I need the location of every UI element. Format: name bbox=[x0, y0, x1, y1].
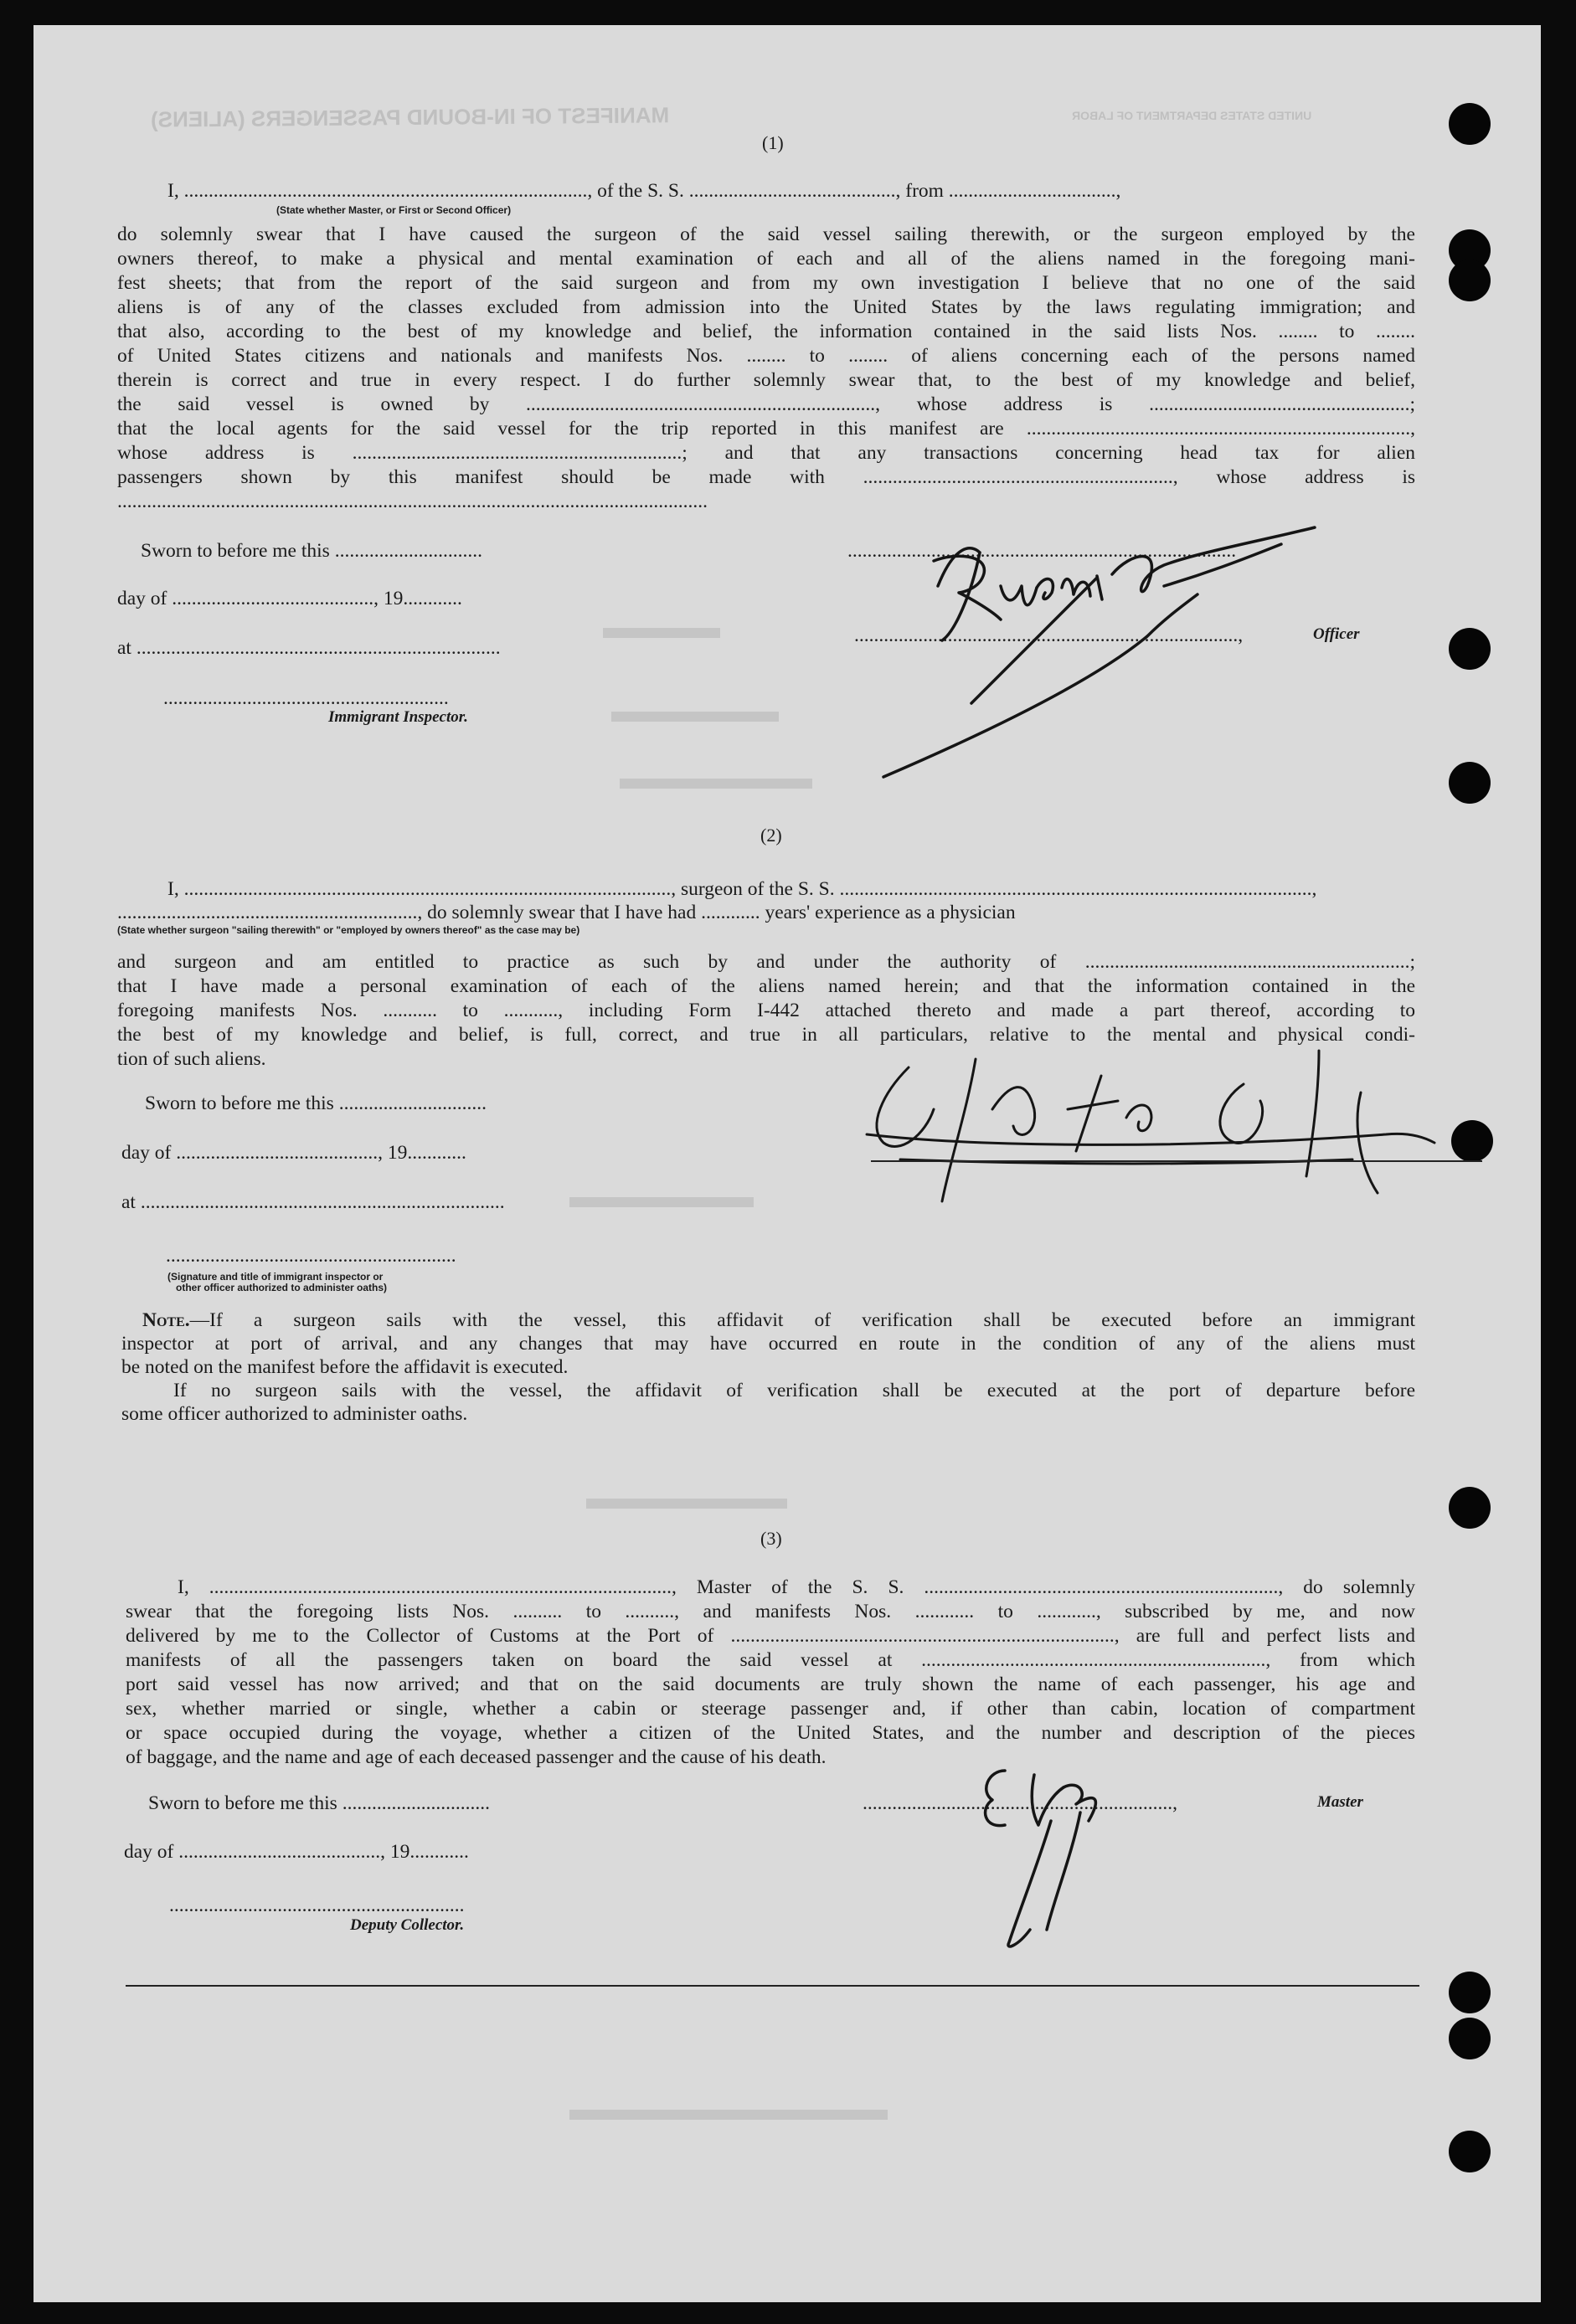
punch-hole bbox=[1449, 628, 1491, 670]
s3-line: delivered by me to the Collector of Customs at the Port of .............................................................................., are full and perfect lists and bbox=[126, 1625, 1415, 1647]
punch-hole bbox=[1449, 2018, 1491, 2059]
s1-line: therein is correct and true in every respect. I do further solemnly swear that, to the best of my knowledge and belief, bbox=[117, 369, 1415, 391]
s2-second-line: ............................................................., do solemnly swear that I have had ............ years' experience as a physician bbox=[117, 902, 1016, 923]
s1-line: whose address is ...................................................................; and that any transactions concerning head tax for alien bbox=[117, 442, 1415, 464]
punch-hole bbox=[1449, 1972, 1491, 2013]
s1-at-line: at .......................................................................... bbox=[117, 637, 501, 659]
s3-day-line: day of ........................................., 19............ bbox=[124, 1841, 469, 1863]
bleed-through-mark bbox=[569, 1197, 754, 1207]
note-label: Note. bbox=[142, 1309, 190, 1331]
s1-day-line: day of ........................................., 19............ bbox=[117, 588, 462, 609]
punch-hole bbox=[1449, 2131, 1491, 2172]
s1-first-line: I, .................................................................................., of the S. S. .........................................., from .................................., bbox=[167, 180, 1121, 202]
s1-rank-hint: (State whether Master, or First or Second Officer) bbox=[276, 204, 512, 216]
surgeon-signature bbox=[850, 1017, 1436, 1218]
bleed-through-mark bbox=[586, 1499, 787, 1509]
bleed-through-mark bbox=[620, 779, 812, 789]
s3-master-dots: ..............................................................., bbox=[863, 1792, 1177, 1814]
s2-last-line: tion of such aliens. bbox=[117, 1048, 266, 1070]
s1-address-line: ........................................................................................................................ bbox=[117, 491, 708, 512]
s1-line: the said vessel is owned by ......................................................................., whose address is .....................................................; bbox=[117, 393, 1415, 415]
s1-inspector-label: Immigrant Inspector. bbox=[328, 708, 468, 726]
bleed-through-header: UNITED STATES DEPARTMENT OF LABOR bbox=[1072, 109, 1312, 122]
s2-first-line: I, ..................................................................................................., surgeon of the S. S. ................................................................................................, bbox=[167, 878, 1317, 900]
note-paragraph: If no surgeon sails with the vessel, the affidavit of verification shall be executed at the port of departure before bbox=[173, 1380, 1415, 1401]
s1-line: of United States citizens and nationals and manifests Nos. ........ to ........ of aliens concerning each of the persons named bbox=[117, 345, 1415, 367]
s2-line: the best of my knowledge and belief, is full, correct, and true in all particulars, relative to the mental and physical condi- bbox=[117, 1024, 1415, 1046]
s1-sworn-line: Sworn to before me this .............................. bbox=[141, 540, 482, 562]
punch-hole bbox=[1449, 762, 1491, 804]
s2-line: and surgeon and am entitled to practice as such by and under the authority of ..................................................................; bbox=[117, 951, 1415, 973]
s2-line: that I have made a personal examination of each of the aliens named herein; and that the information contained in the bbox=[117, 975, 1415, 997]
bleed-through-mark bbox=[569, 2110, 888, 2120]
s1-line: that the local agents for the said vessel for the trip reported in this manifest are .............................................................................., bbox=[117, 418, 1415, 440]
s1-line: do solemnly swear that I have caused the surgeon of the said vessel sailing therewith, or the surgeon employed by the bbox=[117, 224, 1415, 245]
s1-officer-dots: .............................................................................., bbox=[854, 625, 1244, 646]
punch-hole bbox=[1451, 1120, 1493, 1162]
surgeon-signature-rule bbox=[871, 1160, 1482, 1162]
s3-line: swear that the foregoing lists Nos. .......... to .........., and manifests Nos. ............ to ............, subscribed by me, and now bbox=[126, 1601, 1415, 1622]
s1-signature-dots: ............................................................................... bbox=[847, 540, 1237, 562]
s1-officer-label: Officer bbox=[1313, 625, 1360, 643]
master-signature bbox=[971, 1746, 1189, 1963]
note-line bbox=[142, 1309, 1415, 1333]
s1-line: aliens is of any of the classes excluded from admission into the United States by the laws regulating immigration; and bbox=[117, 296, 1415, 318]
bleed-through-mark bbox=[603, 628, 720, 638]
s1-line: passengers shown by this manifest should be made with ..............................................................., whose address is bbox=[117, 466, 1415, 488]
s3-line: port said vessel has now arrived; and that on the said documents are truly shown the name of each passenger, his age and bbox=[126, 1674, 1415, 1695]
note-line: be noted on the manifest before the affidavit is executed. bbox=[121, 1356, 569, 1378]
s3-line: I, .............................................................................................., Master of the S. S. ........................................................................, do solemnly bbox=[178, 1576, 1415, 1598]
s2-at-line: at .......................................................................... bbox=[121, 1191, 505, 1213]
bottom-rule bbox=[126, 1985, 1419, 1987]
punch-hole bbox=[1449, 103, 1491, 145]
note-paragraph: some officer authorized to administer oaths. bbox=[121, 1403, 468, 1425]
s2-inspector-note: other officer authorized to administer oaths) bbox=[176, 1282, 388, 1293]
s1-inspector-dots: .......................................................... bbox=[163, 687, 449, 709]
section-1-number: (1) bbox=[762, 132, 784, 153]
s1-line: owners thereof, to make a physical and mental examination of each and all of the aliens named in the foregoing mani- bbox=[117, 248, 1415, 270]
note-text: —If a surgeon sails with the vessel, this affidavit of verification shall be executed before an immigrant bbox=[189, 1309, 1415, 1331]
s2-surgeon-hint: (State whether surgeon "sailing therewith" or "employed by owners thereof" as the case may be) bbox=[117, 924, 580, 936]
s3-collector-label: Deputy Collector. bbox=[350, 1916, 465, 1934]
note-line: inspector at port of arrival, and any changes that may have occurred en route in the condition of any of the aliens must bbox=[121, 1333, 1415, 1355]
section-2-number: (2) bbox=[760, 825, 782, 846]
s3-collector-dots: ............................................................ bbox=[169, 1895, 465, 1916]
bleed-through-title: MANIFEST OF IN-BOUND PASSENGERS (ALIENS) bbox=[150, 102, 670, 132]
s1-line: fest sheets; that from the report of the said surgeon and from my own investigation I believe that no one of the said bbox=[117, 272, 1415, 294]
s3-line: sex, whether married or single, whether a cabin or steerage passenger and, if other than cabin, location of compartment bbox=[126, 1698, 1415, 1720]
s2-sworn-line: Sworn to before me this .............................. bbox=[145, 1093, 487, 1114]
officer-signature bbox=[846, 494, 1424, 779]
s3-line: manifests of all the passengers taken on board the said vessel at ......................................................................, from which bbox=[126, 1649, 1415, 1671]
manifest-page bbox=[33, 25, 1541, 2302]
s2-inspector-note: (Signature and title of immigrant inspector or bbox=[167, 1271, 384, 1283]
s2-line: foregoing manifests Nos. ........... to ..........., including Form I-442 attached thereto and made a part thereof, according to bbox=[117, 1000, 1415, 1021]
s2-inspector-dots: ........................................................... bbox=[166, 1245, 456, 1267]
bleed-through-mark bbox=[611, 712, 779, 722]
s3-master-label: Master bbox=[1317, 1793, 1363, 1811]
s3-last-line: of baggage, and the name and age of each deceased passenger and the cause of his death. bbox=[126, 1746, 827, 1768]
s3-line: or space occupied during the voyage, whether a citizen of the United States, and the number and description of the pieces bbox=[126, 1722, 1415, 1744]
s1-line: that also, according to the best of my knowledge and belief, the information contained in the said lists Nos. ........ to ........ bbox=[117, 321, 1415, 342]
s2-day-line: day of ........................................., 19............ bbox=[121, 1142, 466, 1164]
s3-sworn-line: Sworn to before me this .............................. bbox=[148, 1792, 490, 1814]
punch-hole bbox=[1449, 1487, 1491, 1529]
section-3-number: (3) bbox=[760, 1528, 782, 1549]
punch-hole bbox=[1449, 260, 1491, 301]
